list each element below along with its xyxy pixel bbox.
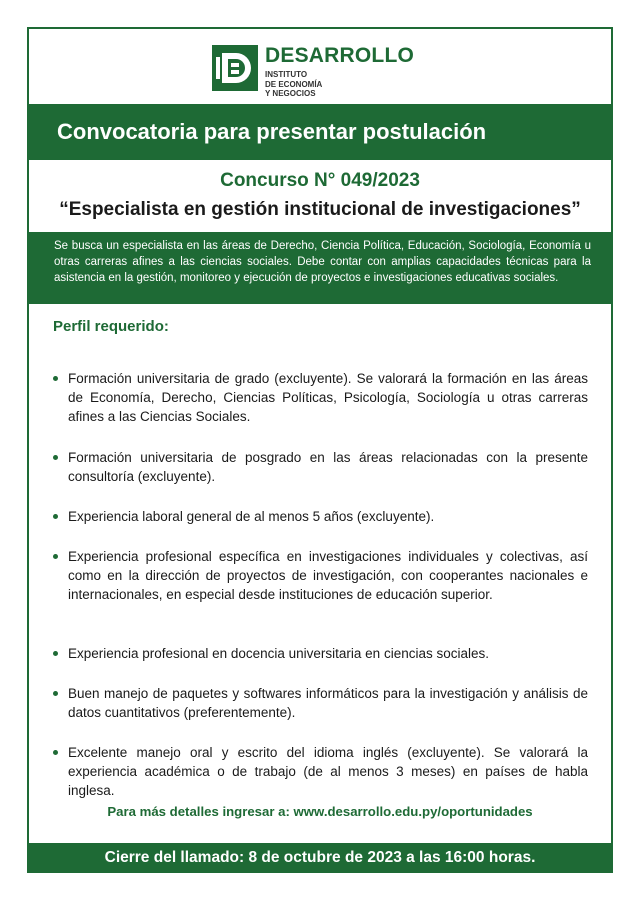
desarrollo-logo bbox=[212, 45, 432, 100]
logo-name: DESARROLLO bbox=[265, 44, 414, 67]
details-link[interactable]: Para más detalles ingresar a: www.desarrollo.edu.py/oportunidades bbox=[107, 804, 533, 819]
concurso-number: Concurso N° 049/2023 bbox=[220, 170, 420, 191]
closing-date: Cierre del llamado: 8 de octubre de 2023 a las 16:00 horas. bbox=[29, 843, 611, 873]
bullet-icon bbox=[53, 651, 58, 656]
requirement-text: Buen manejo de paquetes y softwares informáticos para la investigación y análisis de datos cuantitativos (preferentemente). bbox=[68, 686, 588, 720]
requirement-text: Formación universitaria de grado (excluyente). Se valorará la formación en las áreas de Economía, Derecho, Ciencias Políticas, Psicología, Sociología u otras carreras afines a las Ciencias Sociales. bbox=[68, 371, 588, 424]
requirement-text: Formación universitaria de posgrado en las áreas relacionadas con la presente consultoría (excluyente). bbox=[68, 450, 588, 484]
intro-text: Se busca un especialista en las áreas de Derecho, Ciencia Política, Educación, Sociología, Economía u otras carreras afines a las ciencias sociales. Debe contar con amplias capacidades técnicas para la asistencia en la gestión, monitoreo y ejecución de proyectos e investigaciones educativas sociales. bbox=[29, 232, 611, 304]
requirement-text: Experiencia laboral general de al menos 5 años (excluyente). bbox=[68, 509, 435, 524]
poster-frame bbox=[27, 27, 613, 873]
requirement-text: Experiencia profesional específica en investigaciones individuales y colectivas, así como en la dirección de proyectos de investigación, con cooperantes nacionales e internacionales, en especial desde instituciones de educación superior. bbox=[68, 549, 588, 602]
bullet-icon bbox=[53, 514, 58, 519]
logo-subtitle: INSTITUTO DE ECONOMÍA Y NEGOCIOS bbox=[265, 70, 323, 98]
desarrollo-logo-mark-icon bbox=[212, 45, 258, 91]
header-title: Convocatoria para presentar postulación bbox=[29, 104, 611, 160]
perfil-heading: Perfil requerido: bbox=[53, 318, 169, 335]
bullet-icon bbox=[53, 750, 58, 755]
position-title: “Especialista en gestión institucional de investigaciones” bbox=[59, 199, 581, 220]
requirement-text: Experiencia profesional en docencia universitaria en ciencias sociales. bbox=[68, 646, 489, 661]
bullet-icon bbox=[53, 554, 58, 559]
requirement-text: Excelente manejo oral y escrito del idioma inglés (excluyente). Se valorará la experiencia académica o de trabajo (de al menos 3 meses) en países de habla inglesa. bbox=[68, 745, 588, 798]
bullet-icon bbox=[53, 691, 58, 696]
bullet-icon bbox=[53, 455, 58, 460]
bullet-icon bbox=[53, 376, 58, 381]
